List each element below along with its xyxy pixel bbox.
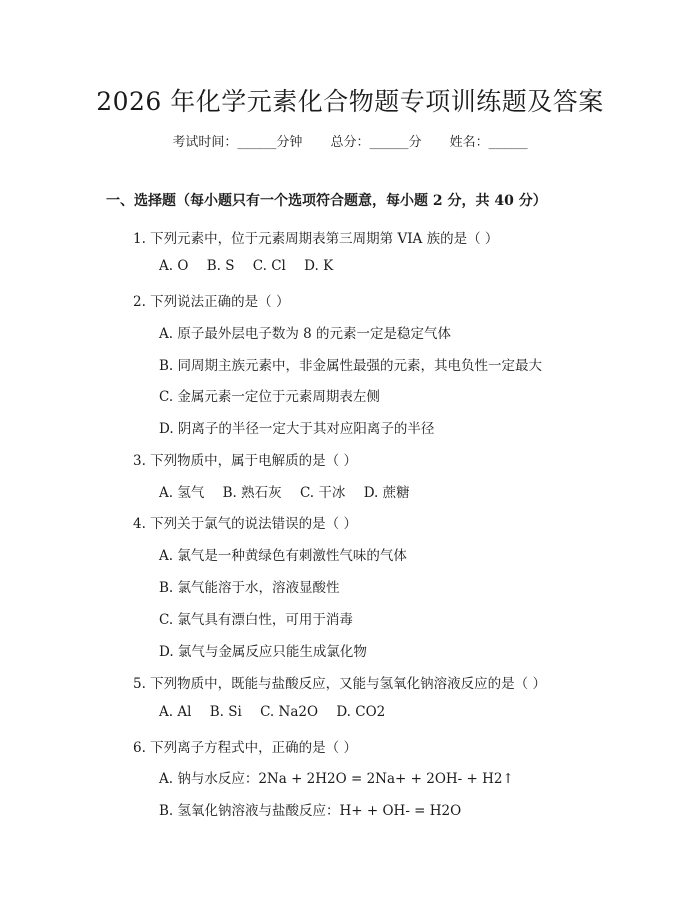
- page-title: 2026 年化学元素化合物题专项训练题及答案: [96, 87, 604, 116]
- question-stem: 1. 下列元素中，位于元素周期表第三周期第 VIA 族的是（ ）: [133, 231, 499, 247]
- section-heading: 一、选择题（每小题只有一个选项符合题意，每小题 2 分，共 40 分）: [106, 193, 547, 209]
- option: C. Cl: [252, 258, 286, 274]
- option-row: [159, 258, 347, 274]
- option-row: [159, 704, 399, 720]
- option: B. 氢氧化钠溶液与盐酸反应：H+ + OH- = H2O: [159, 803, 462, 819]
- option: D. 阴离子的半径一定大于其对应阳离子的半径: [159, 421, 435, 437]
- exam-meta: [0, 131, 700, 150]
- option: B. S: [206, 258, 235, 274]
- option-row: [159, 481, 424, 501]
- option: B. 氯气能溶于水，溶液显酸性: [159, 580, 340, 596]
- exam-time: 考试时间：______分钟: [172, 135, 303, 150]
- option: B. 同周期主族元素中，非金属性最强的元素，其电负性一定最大: [159, 358, 543, 374]
- option: A. 原子最外层电子数为 8 的元素一定是稳定气体: [159, 326, 452, 342]
- option: A. 氯气是一种黄绿色有刺激性气味的气体: [159, 548, 407, 564]
- total-score: 总分：______分: [330, 135, 422, 150]
- option: D. K: [304, 258, 334, 274]
- option: D. CO2: [336, 704, 386, 720]
- option: D. 氯气与金属反应只能生成氯化物: [159, 644, 367, 660]
- option: C. 氯气具有漂白性，可用于消毒: [159, 612, 353, 628]
- option: B. 熟石灰: [222, 485, 282, 501]
- student-name: 姓名：______: [449, 135, 528, 150]
- option: A. O: [159, 258, 189, 274]
- option: A. Al: [159, 704, 192, 720]
- option: A. 钠与水反应：2Na + 2H2O = 2Na+ + 2OH- + H2↑: [159, 771, 514, 787]
- option: C. 金属元素一定位于元素周期表左侧: [159, 389, 380, 405]
- question-stem: 6. 下列离子方程式中，正确的是（ ）: [133, 740, 357, 756]
- option: C. Na2O: [260, 704, 319, 720]
- question-stem: 5. 下列物质中，既能与盐酸反应，又能与氢氧化钠溶液反应的是（ ）: [133, 676, 546, 692]
- question-stem: 4. 下列关于氯气的说法错误的是（ ）: [133, 516, 357, 532]
- option: A. 氢气: [159, 485, 205, 501]
- option: D. 蔗糖: [363, 485, 410, 501]
- question-stem: 3. 下列物质中，属于电解质的是（ ）: [133, 453, 357, 469]
- question-stem: 2. 下列说法正确的是（ ）: [133, 294, 290, 310]
- option: C. 干冰: [299, 485, 346, 501]
- option: B. Si: [209, 704, 242, 720]
